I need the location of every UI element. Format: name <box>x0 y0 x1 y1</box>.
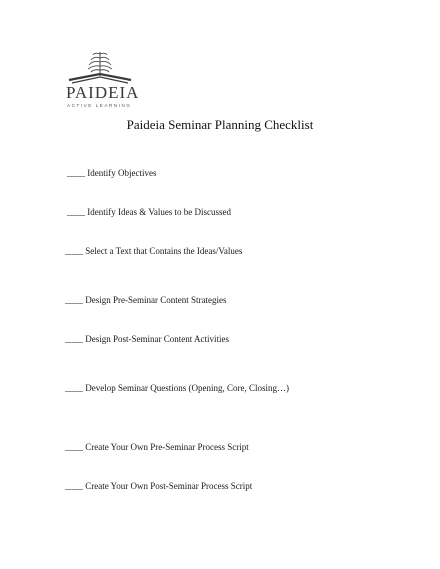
logo-tagline: ACTIVE LEARNING <box>67 103 132 108</box>
page-title: Paideia Seminar Planning Checklist <box>126 117 314 132</box>
checklist-item: ____ Design Pre-Seminar Content Strategies <box>65 295 227 305</box>
checklist-item: ____ Select a Text that Contains the Ideas/Values <box>65 246 243 256</box>
checklist-item: ____ Create Your Own Post-Seminar Process Script <box>65 481 253 491</box>
paideia-logo <box>64 48 144 110</box>
checklist-item: ____ Identify Objectives <box>67 168 157 178</box>
checklist-item: ____ Design Post-Seminar Content Activities <box>65 334 229 344</box>
checklist-item: ____ Identify Ideas & Values to be Discussed <box>67 207 232 217</box>
checklist-item: ____ Create Your Own Pre-Seminar Process Script <box>65 442 249 452</box>
logo-wordmark: PAIDEIA <box>66 83 140 102</box>
open-book-with-wheat-icon <box>66 48 136 84</box>
checklist-item: ____ Develop Seminar Questions (Opening, Core, Closing…) <box>65 383 289 393</box>
